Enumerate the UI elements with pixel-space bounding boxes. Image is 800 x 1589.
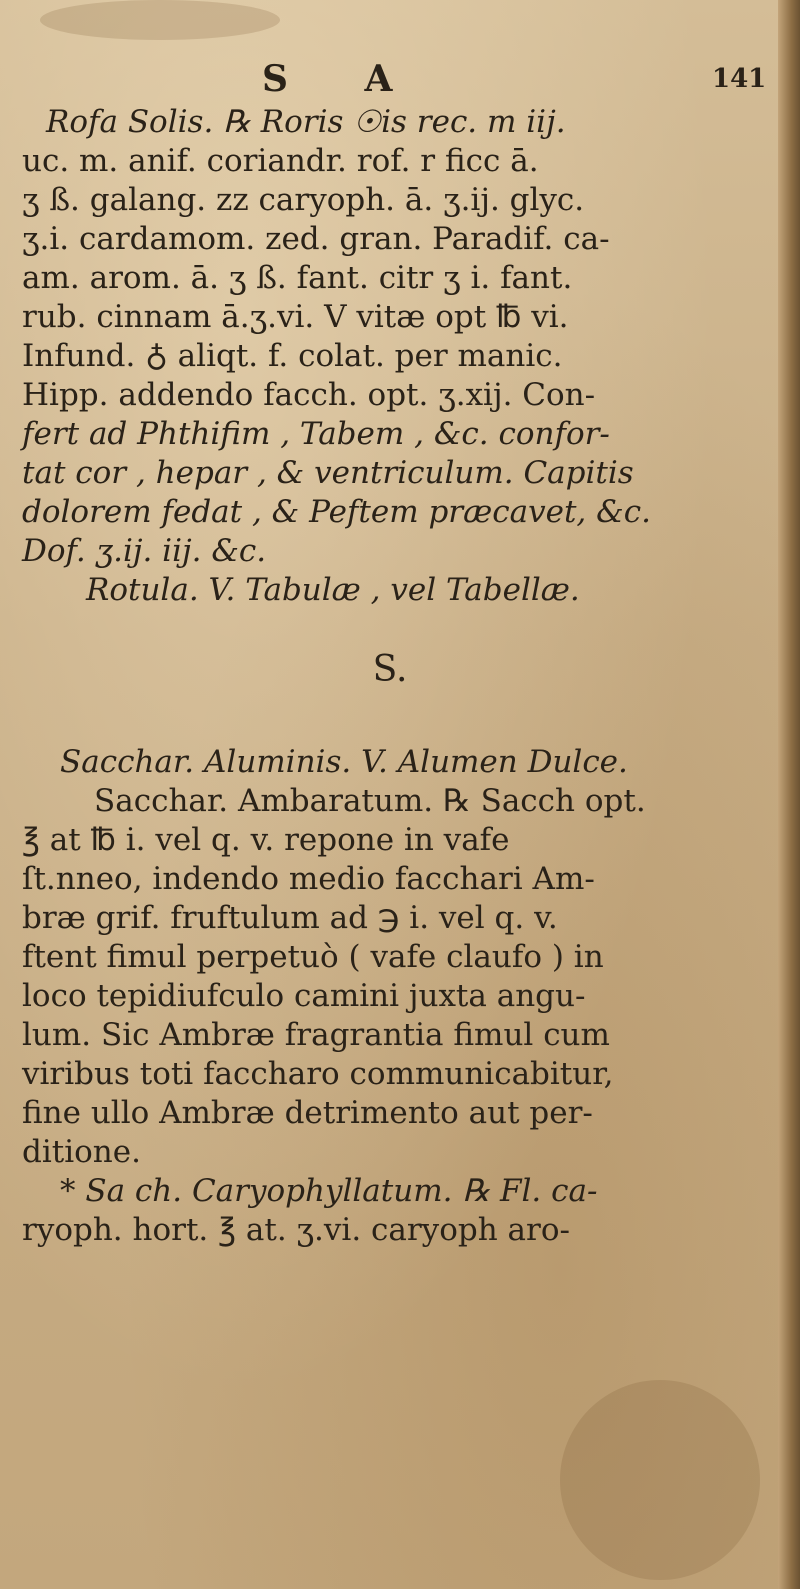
page-number: 141 <box>712 64 767 94</box>
text-line: dolorem fedat , & Peftem præcavet, &c. <box>22 494 651 530</box>
text-line: rub. cinnam ā.ʒ.vi. V vitæ opt ℔ vi. <box>22 299 569 335</box>
text-line: tat cor , hepar , & ventriculum. Capitis <box>22 455 634 491</box>
text-line: Rotula. V. Tabulæ , vel Tabellæ. <box>86 572 580 608</box>
text-line: ʒ.i. cardamom. zed. gran. Paradif. ca- <box>22 221 610 257</box>
text-line: ſt.nneo, indendo medio facchari Am- <box>22 861 595 897</box>
text-line: am. arom. ā. ʒ ß. fant. citr ʒ i. fant. <box>22 260 573 296</box>
text-line: loco tepidiufculo camini juxta angu- <box>22 978 586 1014</box>
paper-stain <box>40 0 280 40</box>
text-line: fert ad Phthifim , Tabem , &c. confor- <box>22 416 610 452</box>
text-line: uc. m. anif. coriandr. rof. r ficc ā. <box>22 143 539 179</box>
text-line: ftent fimul perpetuò ( vafe claufo ) in <box>22 939 604 975</box>
text-line: bræ grif. fruftulum ad ℈ i. vel q. v. <box>22 900 558 936</box>
text-line: Sacchar. Aluminis. V. Alumen Dulce. <box>60 744 628 780</box>
page-gutter <box>778 0 800 1589</box>
text-line: ℥ at ℔ i. vel q. v. repone in vafe <box>22 822 510 858</box>
page-header <box>0 58 780 98</box>
text-line: ryoph. hort. ℥ at. ʒ.vi. caryoph aro- <box>22 1212 570 1248</box>
section-heading: S. <box>372 649 408 690</box>
text-line: Hipp. addendo facch. opt. ʒ.xij. Con- <box>22 377 596 413</box>
text-line: * Sa ch. Caryophyllatum. ℞ Fl. ca- <box>60 1173 598 1209</box>
text-line: lum. Sic Ambræ fragrantia fimul cum <box>22 1017 610 1053</box>
text-line: fine ullo Ambræ detrimento aut per- <box>22 1095 593 1131</box>
text-line: viribus toti faccharo communicabitur, <box>22 1056 614 1092</box>
text-line: Dof. ʒ.ij. iij. &c. <box>22 533 267 569</box>
text-line: ʒ ß. galang. zz caryoph. ā. ʒ.ij. glyc. <box>22 182 585 218</box>
text-line: Rofa Solis. ℞ Roris ☉is rec. m iij. <box>46 104 566 140</box>
signature-mark: S A <box>262 58 425 100</box>
text-line: Sacchar. Ambaratum. ℞ Sacch opt. <box>94 783 646 819</box>
paper-stain <box>560 1380 760 1580</box>
text-line: ditione. <box>22 1134 141 1170</box>
text-line: Infund. ♁ aliqt. f. colat. per manic. <box>22 338 563 374</box>
